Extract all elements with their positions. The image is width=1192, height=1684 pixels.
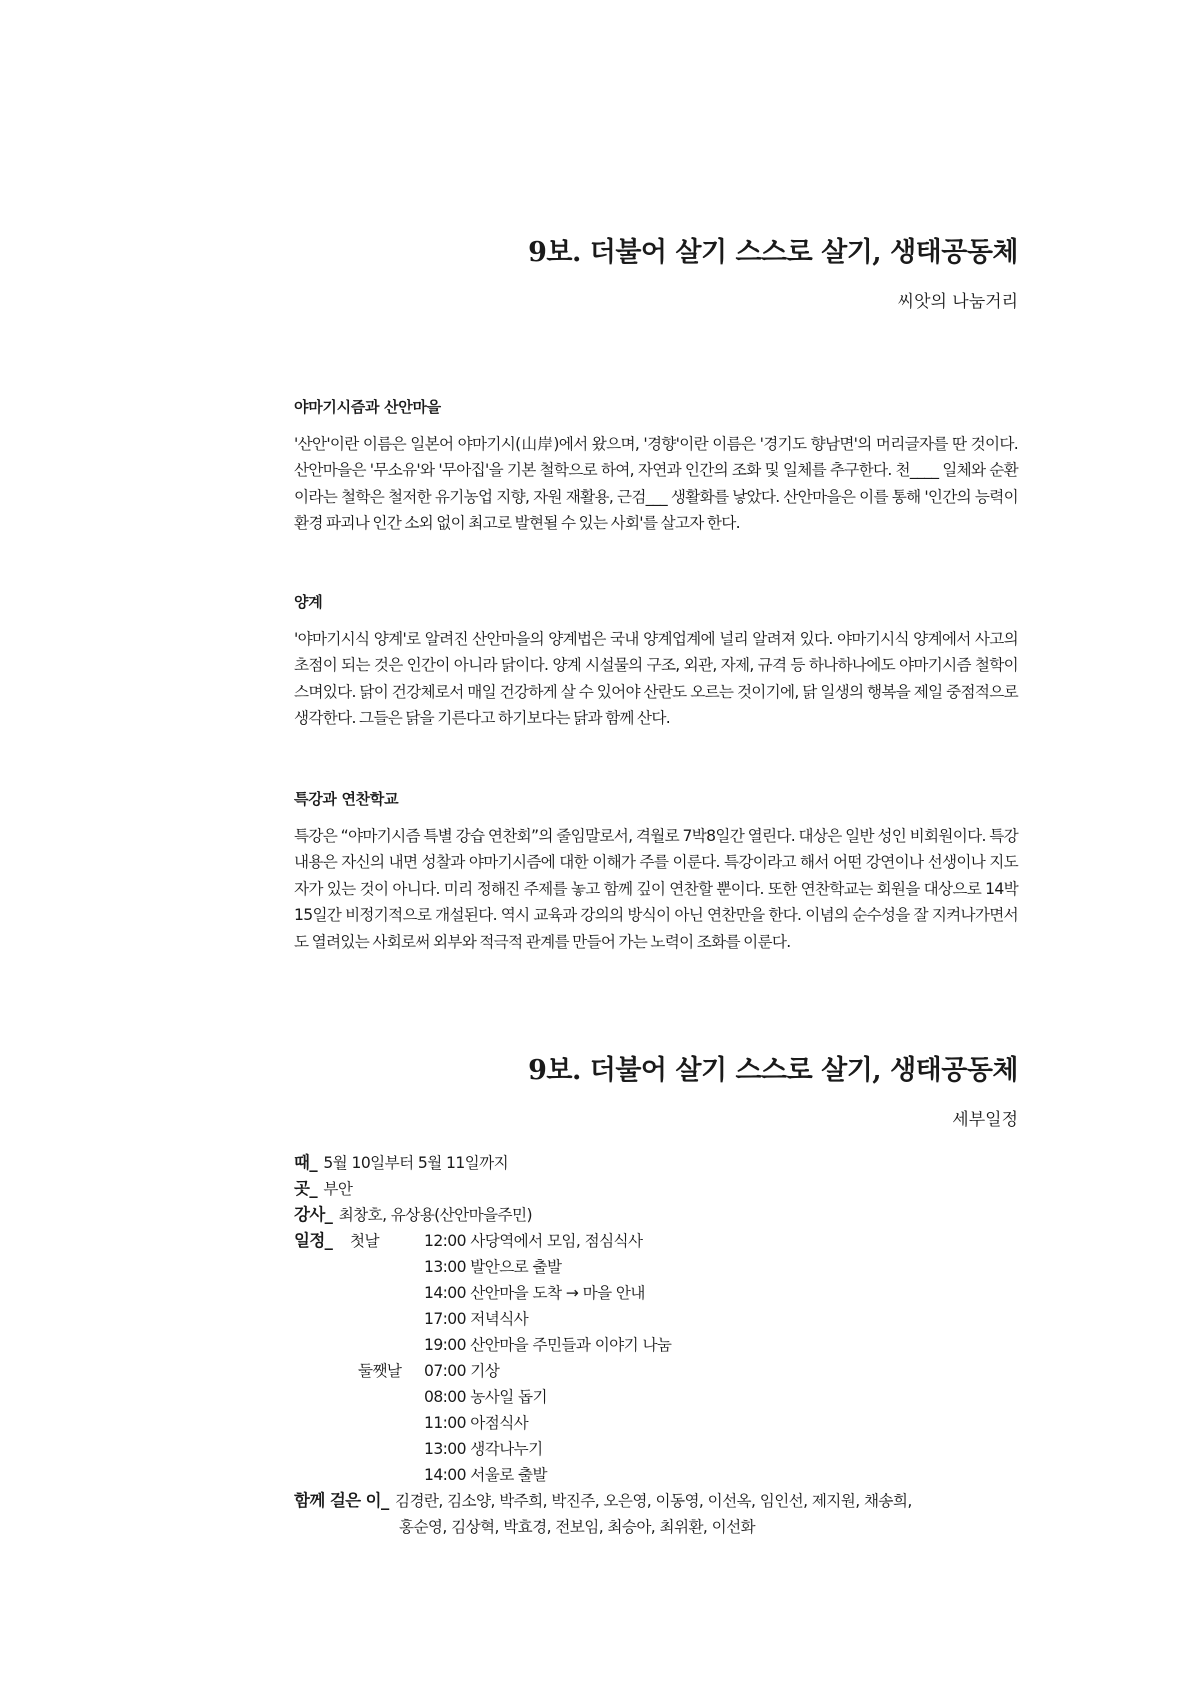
itinerary-row	[294, 1228, 1018, 1254]
itinerary-row	[294, 1462, 1018, 1488]
itinerary-item: 14:00 서울로 출발	[424, 1466, 547, 1484]
schedule-subtitle: 세부일정	[952, 1110, 1018, 1130]
itinerary-row	[294, 1436, 1018, 1462]
schedule-when-row	[294, 1150, 1018, 1176]
section-body-lectures: 특강은 “야마기시즘 특별 강습 연찬회”의 줄임말로서, 격월로 7박8일간 열린다. 대상은 일반 성인 비회원이다. 특강 내용은 자신의 내면 성찰과 야마기시즘에 대한 이해가 주를 이룬다. 특강이라고 해서 어떤 강연이나 선생이나 지도자가 있는 것이 아니다. 미리 정해진 주제를 놓고 함께 깊이 연찬할 뿐이다. 또한 연찬학교는 회원을 대상으로 14박15일간 비정기적으로 개설된다. 역시 교육과 강의의 방식이 아닌 연찬만을 한다. 이념의 순수성을 잘 지켜나가면서도 열려있는 사회로써 외부와 적극적 관계를 만들어 가는 노력이 조화를 이룬다.	[294, 827, 1018, 951]
itinerary-label: 일정_	[294, 1231, 333, 1250]
itinerary-item: 13:00 발안으로 출발	[424, 1258, 562, 1276]
when-label: 때_	[294, 1153, 317, 1172]
where-value: 부안	[323, 1180, 353, 1198]
section-body-poultry: '야마기시식 양계'로 알려진 산안마을의 양계법은 국내 양계업계에 널리 알려져 있다. 야마기시식 양계에서 사고의 초점이 되는 것은 인간이 아니라 닭이다. 양계 시설물의 구조, 외관, 자제, 규격 등 하나하나에도 야마기시즘 철학이 스며있다. 닭이 건강체로서 매일 건강하게 살 수 있어야 산란도 오르는 것이기에, 닭 일생의 행복을 제일 중점적으로 생각한다. 그들은 닭을 기른다고 하기보다는 닭과 함께 산다.	[294, 630, 1018, 728]
participants-line: 홍순영, 김상혁, 박효경, 전보임, 최승아, 최위환, 이선화	[399, 1518, 756, 1536]
itinerary-row	[294, 1254, 1018, 1280]
where-label: 곳_	[294, 1179, 317, 1198]
participants-line: 김경란, 김소양, 박주희, 박진주, 오은영, 이동영, 이선옥, 임인선, 제지원, 채송희,	[395, 1492, 912, 1510]
itinerary-item: 17:00 저녁식사	[424, 1310, 529, 1328]
schedule-title: 9보. 더불어 살기 스스로 살기, 생태공동체	[528, 1055, 1018, 1086]
section-heading-lectures: 특강과 연찬학교	[294, 790, 399, 808]
itinerary-row	[294, 1332, 1018, 1358]
schedule-where-row	[294, 1176, 1018, 1202]
itinerary-item: 19:00 산안마을 주민들과 이야기 나눔	[424, 1336, 672, 1354]
itinerary-row	[294, 1384, 1018, 1410]
itinerary-item: 08:00 농사일 돕기	[424, 1388, 547, 1406]
itinerary-row	[294, 1410, 1018, 1436]
participants-row	[294, 1514, 1018, 1540]
article-subtitle: 씨앗의 나눔거리	[897, 292, 1018, 312]
article-title: 9보. 더불어 살기 스스로 살기, 생태공동체	[528, 237, 1018, 268]
itinerary-item: 07:00 기상	[424, 1362, 500, 1380]
participants-row	[294, 1488, 1018, 1514]
day-label: 둘쨋날	[358, 1362, 402, 1380]
participants-label: 함께 걸은 이_	[294, 1491, 389, 1510]
section-heading-yamagishism: 야마기시즘과 산안마을	[294, 398, 441, 416]
when-value: 5월 10일부터 5월 11일까지	[323, 1154, 509, 1172]
schedule-block	[294, 1150, 1018, 1540]
section-body-yamagishism: '산안'이란 이름은 일본어 야마기시(山岸)에서 왔으며, '경향'이란 이름은 '경기도 향남면'의 머리글자를 딴 것이다. 산안마을은 '무소유'와 '무아집'을 기본 철학으로 하여, 자연과 인간의 조화 및 일체를 추구한다. 천____ 일체와 순환이라는 철학은 철저한 유기농업 지향, 자원 재활용, 근검___ 생활화를 낳았다. 산안마을은 이를 통해 '인간의 능력이 환경 파괴나 인간 소외 없이 최고로 발현될 수 있는 사회'를 살고자 한다.	[294, 435, 1018, 533]
itinerary-item: 11:00 아점식사	[424, 1414, 529, 1432]
document-page	[294, 0, 1018, 1684]
schedule-instructor-row	[294, 1202, 1018, 1228]
itinerary-row	[294, 1306, 1018, 1332]
itinerary-item: 13:00 생각나누기	[424, 1440, 543, 1458]
itinerary-item: 14:00 산안마을 도착 → 마을 안내	[424, 1284, 645, 1302]
instructor-label: 강사_	[294, 1205, 333, 1224]
itinerary-item: 12:00 사당역에서 모임, 점심식사	[424, 1232, 643, 1250]
day-label: 첫날	[350, 1232, 379, 1250]
itinerary-row	[294, 1358, 1018, 1384]
instructor-value: 최창호, 유상용(산안마을주민)	[338, 1206, 532, 1224]
section-heading-poultry: 양계	[294, 593, 323, 611]
itinerary-row	[294, 1280, 1018, 1306]
